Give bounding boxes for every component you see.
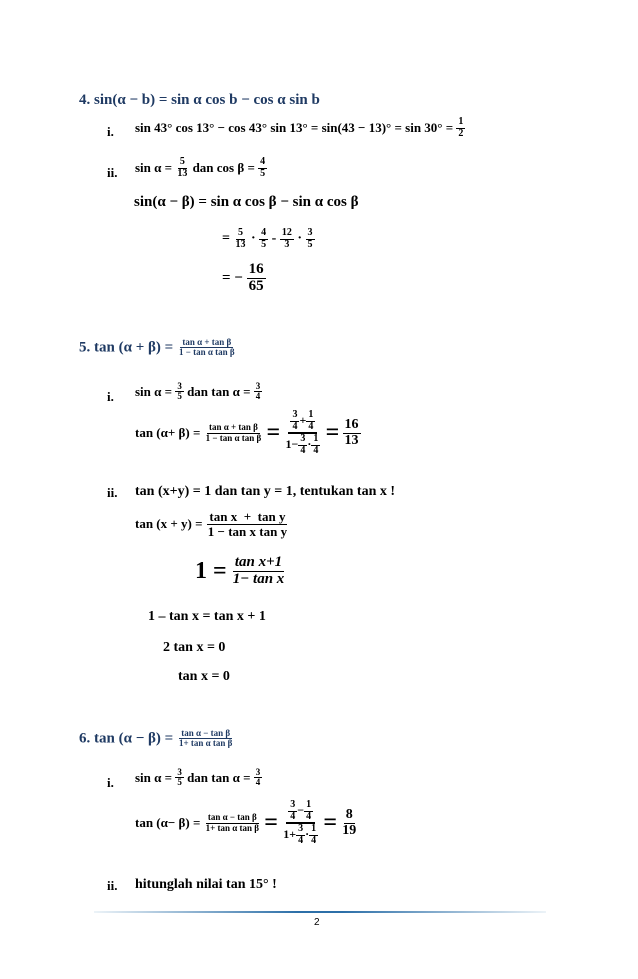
fraction-denominator: 4 [298, 834, 304, 846]
minus-sign: - [271, 231, 277, 246]
fraction-numerator: tan x+1 [234, 554, 283, 570]
step-1 [222, 228, 315, 250]
fraction-numerator: 16 [248, 261, 264, 277]
fraction-1-4 [309, 824, 318, 846]
item-4i-label: i. [107, 124, 114, 139]
equals-sign: = [266, 419, 281, 446]
tan-xy-formula [135, 510, 289, 538]
fraction-numerator: 1 [306, 799, 312, 810]
fraction-numerator: 3 [298, 823, 304, 834]
fraction-numerator: 1 [313, 433, 319, 444]
tan-alpha-fraction [254, 382, 263, 402]
item-6ii-question: hitunglah nilai tan 15° ! [135, 877, 277, 892]
item-4ii-label: ii. [107, 165, 118, 180]
item-5i-content [135, 382, 262, 402]
item-6i-label: i. [107, 775, 114, 790]
fraction-3-5 [306, 228, 315, 250]
compound-numerator [288, 410, 317, 434]
item-5ii-label: ii. [107, 485, 118, 500]
fraction-denominator: 4 [311, 834, 317, 846]
tan-difference-calculation [135, 800, 358, 846]
fraction-numerator: 3 [290, 799, 296, 810]
tan-xy-lhs: tan (x + y) = [135, 516, 203, 532]
calc-lhs: tan (α+ β) = [135, 425, 201, 440]
fraction-numerator: 1 [308, 409, 314, 420]
plus-sign: + [299, 412, 307, 427]
fraction-1-4 [311, 434, 320, 456]
fraction-1-4 [306, 410, 315, 432]
sin-alpha-fraction [175, 768, 184, 788]
fraction-denominator: 4 [300, 444, 306, 456]
step-2 [222, 262, 266, 295]
cos-beta-fraction [258, 157, 267, 179]
fraction-denominator: 5 [177, 391, 182, 402]
fraction-numerator: 3 [255, 767, 261, 777]
item-4i-text: sin 43° cos 13° − cos 43° sin 13° = sin(43 − 13)° = sin 30° = [135, 120, 454, 135]
equals-sign: = [264, 809, 278, 836]
fraction-denominator: 4 [255, 777, 261, 788]
sin-alpha-fraction [175, 382, 184, 402]
tan-sum-calculation [135, 410, 361, 456]
result-fraction [340, 808, 358, 838]
fraction-denominator: 19 [342, 822, 357, 838]
fraction-denominator: 4 [292, 420, 298, 432]
fraction-3-4 [296, 824, 305, 846]
fraction-denominator: 1− tan x [232, 570, 285, 587]
fraction-denominator: 4 [306, 810, 312, 822]
fraction-numerator: tan α + tan β [209, 422, 258, 433]
fraction-numerator: 4 [261, 227, 267, 238]
fraction-numerator: 5 [179, 156, 185, 167]
footer-divider [94, 911, 546, 913]
fraction-denominator: 5 [260, 167, 266, 179]
sin-alpha-label: sin α = [135, 769, 176, 785]
sin-alpha-label: sin α = [135, 383, 176, 399]
fraction-numerator: 3 [307, 227, 313, 238]
fraction-numerator: tan α − tan β [207, 812, 257, 823]
sin-alpha-fraction [175, 157, 189, 179]
one-minus: 1− [285, 436, 299, 451]
fraction-numerator: 3 [177, 381, 182, 391]
fraction-denominator: 1 − tan α tan β [178, 347, 235, 358]
item-6ii-label: ii. [107, 878, 118, 893]
fraction-denominator: 1 − tan α tan β [205, 432, 262, 443]
fraction-numerator: tan x + tan y [209, 509, 286, 524]
item-6i-content [135, 768, 262, 788]
solution-line-3: tan x = 0 [178, 669, 230, 684]
one-plus: 1+ [283, 826, 297, 841]
fraction-numerator: 4 [260, 156, 266, 167]
section-6-heading [79, 729, 234, 749]
minus-sign: − [297, 802, 305, 817]
item-5ii-question: tan (x+y) = 1 dan tan y = 1, tentukan tan x ! [135, 484, 396, 499]
dot-operator: · [307, 436, 312, 451]
item-4i-fraction [456, 117, 465, 139]
big-equation [195, 555, 286, 588]
fraction-denominator: 13 [344, 432, 359, 448]
tan-alpha-fraction [254, 768, 263, 788]
section-4-heading: 4. sin(α − b) = sin α cos b − cos α sin b [79, 92, 320, 108]
section-5-heading [79, 338, 237, 358]
equals-sign: = [323, 809, 338, 836]
fraction-numerator: 1 [311, 823, 317, 834]
fraction-12-3 [280, 228, 294, 250]
big-equation-fraction [231, 555, 287, 588]
fraction-denominator: 5 [261, 238, 267, 250]
fraction-denominator: 65 [248, 277, 264, 294]
result-fraction [343, 418, 361, 448]
solution-line-1: 1 – tan x = tan x + 1 [148, 609, 266, 624]
fraction-denominator: 4 [290, 810, 296, 822]
section-6-title: 6. tan (α − β) = [79, 730, 174, 747]
tan-xy-fraction [206, 510, 289, 538]
fraction-1-4 [304, 800, 313, 822]
dot-operator: · [305, 826, 310, 841]
fraction-denominator: 4 [255, 391, 261, 402]
cos-beta-label: dan cos β = [192, 160, 255, 175]
fraction-numerator: 3 [292, 409, 298, 420]
fraction-numerator: 3 [300, 433, 306, 444]
fraction-denominator: 13 [235, 238, 246, 250]
fraction-numerator: 8 [345, 806, 353, 822]
fraction-numerator: tan α + tan β [182, 337, 232, 347]
compound-numerator [286, 800, 315, 824]
compound-denominator [281, 824, 320, 846]
big-equation-lhs: 1 = [195, 557, 227, 584]
fraction-numerator: tan α − tan β [181, 728, 231, 738]
fraction-3-4 [298, 434, 307, 456]
equals-sign: = [325, 419, 340, 446]
dot-operator: · [297, 231, 302, 246]
compound-fraction [283, 410, 322, 456]
fraction-numerator: 5 [237, 227, 243, 238]
tan-sum-formula-fraction [177, 338, 237, 358]
fraction-5-13 [233, 228, 247, 250]
fraction-denominator: 4 [308, 420, 314, 432]
fraction-denominator: 3 [284, 238, 290, 250]
item-4ii-content [135, 157, 267, 179]
fraction-denominator: 1+ tan α tan β [178, 738, 233, 749]
compound-denominator [283, 434, 322, 456]
item-4i-content [135, 117, 465, 139]
fraction-numerator: 12 [281, 227, 292, 238]
fraction-denominator: 5 [307, 238, 313, 250]
fraction-denominator: 5 [177, 777, 182, 788]
calc-lhs: tan (α− β) = [135, 815, 201, 830]
sin-difference-formula: sin(α − β) = sin α cos β − sin α cos β [134, 194, 359, 210]
section-5-title: 5. tan (α + β) = [79, 339, 174, 356]
calc-formula-fraction [204, 423, 264, 443]
fraction-numerator: 3 [177, 767, 182, 777]
result-fraction [247, 262, 266, 295]
fraction-numerator: 1 [458, 116, 464, 127]
equals-minus: = − [222, 269, 243, 286]
fraction-denominator: 13 [177, 167, 188, 179]
page-number: 2 [314, 917, 320, 928]
fraction-denominator: 2 [458, 127, 464, 139]
compound-fraction [281, 800, 320, 846]
item-5i-label: i. [107, 389, 114, 404]
sin-alpha-label: sin α = [135, 160, 173, 175]
fraction-numerator: 16 [344, 416, 359, 432]
fraction-4-5 [259, 228, 268, 250]
fraction-3-4 [288, 800, 297, 822]
solution-line-2: 2 tan x = 0 [163, 640, 226, 655]
tan-difference-formula-fraction [177, 729, 234, 749]
tan-alpha-label: dan tan α = [183, 383, 254, 399]
fraction-denominator: 1 − tan x tan y [207, 523, 288, 539]
calc-formula-fraction [204, 813, 261, 833]
equals-sign: = [222, 231, 230, 246]
tan-alpha-label: dan tan α = [183, 769, 254, 785]
fraction-numerator: 3 [255, 381, 261, 391]
dot-operator: · [250, 231, 256, 246]
fraction-denominator: 4 [313, 444, 319, 456]
fraction-denominator: 1+ tan α tan β [205, 822, 260, 833]
